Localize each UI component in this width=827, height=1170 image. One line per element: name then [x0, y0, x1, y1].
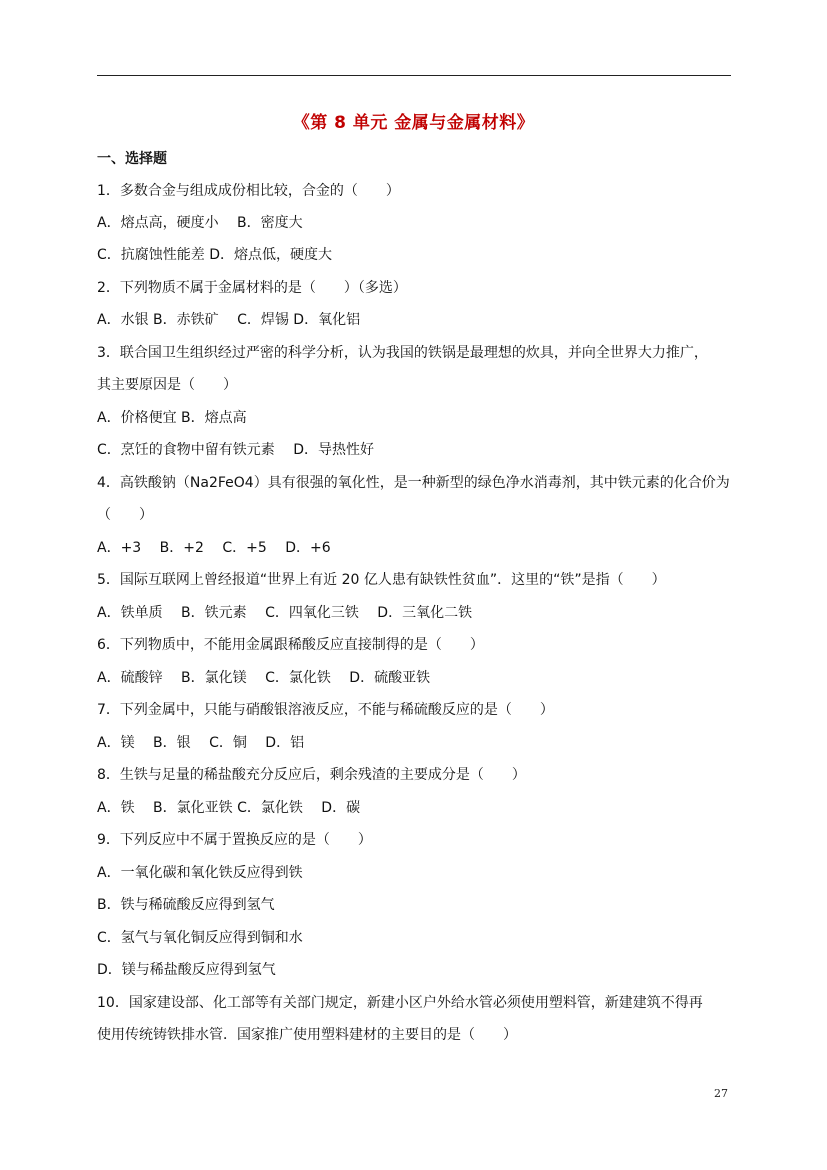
question-9-option-a: A．一氧化碳和氧化铁反应得到铁: [97, 865, 303, 881]
question-9: 9．下列反应中不属于置换反应的是（ ）: [97, 832, 372, 848]
question-4-options: A．+3 B．+2 C．+5 D．+6: [97, 540, 331, 556]
question-1-options-ab: A．熔点高，硬度小 B．密度大: [97, 215, 303, 231]
question-5: 5．国际互联网上曾经报道“世界上有近 20 亿人患有缺铁性贫血”．这里的“铁”是指（ ）: [97, 572, 666, 588]
question-6-options: A．硫酸锌 B．氯化镁 C．氯化铁 D．硫酸亚铁: [97, 670, 431, 686]
question-9-option-b: B．铁与稀硫酸反应得到氢气: [97, 897, 275, 913]
question-2-options: A．水银 B．赤铁矿 C．焊锡 D．氧化铝: [97, 312, 361, 328]
question-10-line-2: 使用传统铸铁排水管．国家推广使用塑料建材的主要目的是（ ）: [97, 1027, 517, 1043]
question-3-options-cd: C．烹饪的食物中留有铁元素 D．导热性好: [97, 442, 375, 458]
question-9-option-c: C．氢气与氧化铜反应得到铜和水: [97, 930, 303, 946]
question-3-line-1: 3．联合国卫生组织经过严密的科学分析，认为我国的铁锅是最理想的炊具，并向全世界大力推广，: [97, 345, 708, 361]
section-heading: 一、选择题: [97, 151, 167, 167]
question-2: 2．下列物质不属于金属材料的是（ ）（多选）: [97, 280, 407, 296]
question-5-options: A．铁单质 B．铁元素 C．四氧化三铁 D．三氧化二铁: [97, 605, 473, 621]
question-6: 6．下列物质中，不能用金属跟稀酸反应直接制得的是（ ）: [97, 637, 484, 653]
page-number: 27: [714, 1087, 728, 1100]
question-4-line-1: 4．高铁酸钠（Na2FeO4）具有很强的氧化性，是一种新型的绿色净水消毒剂，其中铁元素的化合价为: [97, 475, 730, 491]
question-8-options: A．铁 B．氯化亚铁 C．氯化铁 D．碳: [97, 800, 361, 816]
question-7-options: A．镁 B．银 C．铜 D．铝: [97, 735, 305, 751]
question-1: 1．多数合金与组成成份相比较，合金的（ ）: [97, 183, 400, 199]
question-9-option-d: D．镁与稀盐酸反应得到氢气: [97, 962, 276, 978]
question-3-line-2: 其主要原因是（ ）: [97, 377, 237, 393]
question-1-options-cd: C．抗腐蚀性能差 D．熔点低，硬度大: [97, 247, 333, 263]
question-8: 8．生铁与足量的稀盐酸充分反应后，剩余残渣的主要成分是（ ）: [97, 767, 526, 783]
page-title: 《第 8 单元 金属与金属材料》: [292, 113, 535, 133]
question-7: 7．下列金属中，只能与硝酸银溶液反应，不能与稀硫酸反应的是（ ）: [97, 702, 554, 718]
question-4-line-2: （ ）: [97, 507, 153, 523]
question-3-options-ab: A．价格便宜 B．熔点高: [97, 410, 247, 426]
header-rule: [97, 75, 731, 76]
question-10-line-1: 10．国家建设部、化工部等有关部门规定，新建小区户外给水管必须使用塑料管，新建建筑不得再: [97, 995, 703, 1011]
